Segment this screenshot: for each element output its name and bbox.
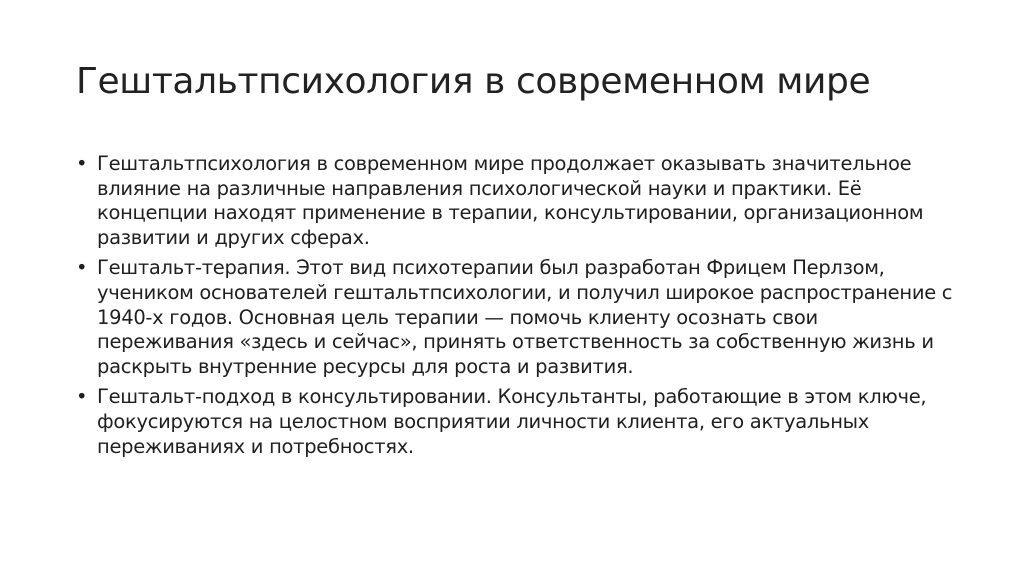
slide-title: Гештальтпсихология в современном мире <box>76 61 871 102</box>
bullet-list <box>76 152 956 465</box>
bullet-item <box>76 256 956 379</box>
bullet-text: Гештальт-подход в консультировании. Консультанты, работающие в этом ключе, фокусируются на целостном восприятии личности клиента, его актуальных переживаниях и потребностях. <box>97 385 927 458</box>
bullet-icon: • <box>76 385 88 409</box>
bullet-item <box>76 385 956 459</box>
bullet-icon: • <box>76 256 88 280</box>
bullet-item <box>76 152 956 250</box>
bullet-text: Гештальт-терапия. Этот вид психотерапии был разработан Фрицем Перлзом, учеником основателей гештальтпсихологии, и получил широкое распространение с 1940-х годов. Основная цель терапии — помочь клиенту осознать свои переживания «здесь и сейчас», принять ответственность за собственную жизнь и раскрыть внутренние ресурсы для роста и развития. <box>97 256 953 378</box>
bullet-text: Гештальтпсихология в современном мире продолжает оказывать значительное влияние на различные направления психологической науки и практики. Её концепции находят применение в терапии, консультировании, организационном развитии и других сферах. <box>97 152 924 249</box>
bullet-icon: • <box>76 152 88 175</box>
